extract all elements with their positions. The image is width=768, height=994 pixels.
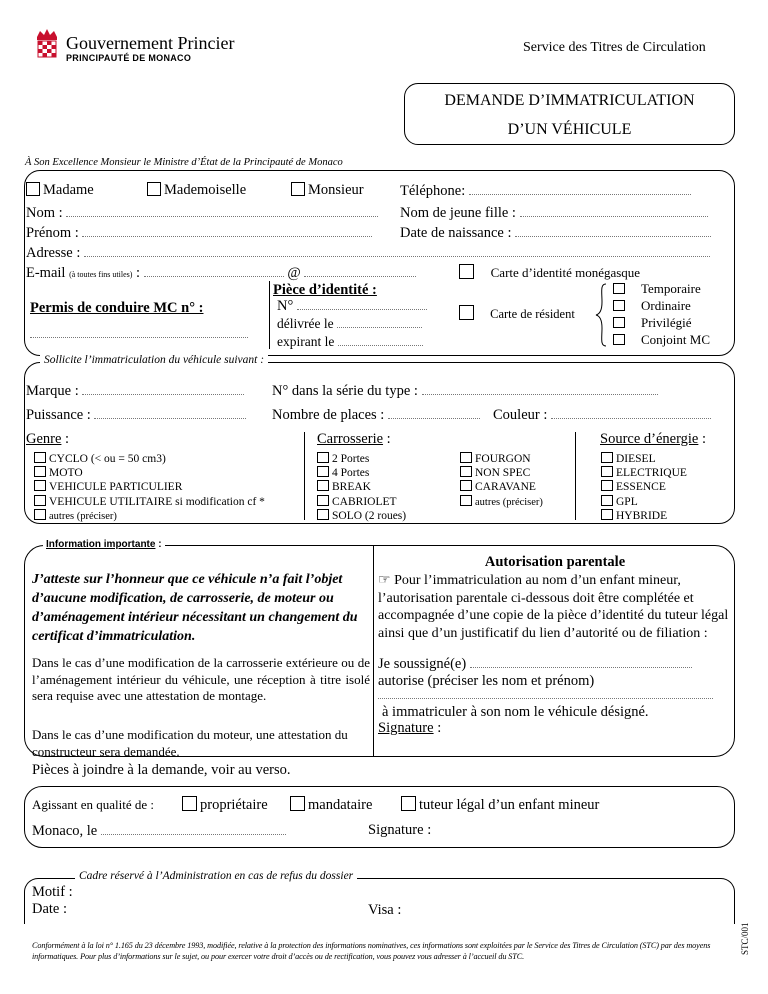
carrosserie-caravane: [460, 480, 543, 494]
info-legend-row: [43, 539, 165, 550]
adresse-row: [26, 244, 710, 262]
carte-monegasque-checkbox[interactable]: [459, 264, 474, 279]
4portes-checkbox[interactable]: [317, 466, 329, 477]
carte-resident-row: [459, 305, 575, 322]
proprietaire-option: [182, 796, 268, 814]
immatriculer-text: à immatriculer à son nom le véhicule désigné.: [382, 704, 649, 720]
genre-cyclo: [34, 452, 265, 466]
gpl-label: GPL: [616, 495, 638, 508]
admin-legend: Cadre réservé à l’Administration en cas de refus du dossier: [75, 870, 357, 882]
carrosserie-cabriolet: [317, 495, 406, 509]
motif-label: Motif :: [32, 884, 73, 900]
resident-type-ordinaire: [613, 297, 710, 314]
caravane-label: CARAVANE: [475, 481, 536, 494]
parental-title: Autorisation parentale: [484, 554, 626, 570]
vehicle-divider-left: [304, 432, 305, 520]
monsieur-checkbox[interactable]: [291, 182, 305, 196]
mandataire-label: mandataire: [308, 797, 373, 813]
break-label: BREAK: [332, 481, 371, 494]
places-field[interactable]: [388, 406, 480, 419]
piece-num-field[interactable]: [297, 297, 427, 310]
mademoiselle-label: Mademoiselle: [164, 182, 247, 198]
attest-text: J’atteste sur l’honneur que ce véhicule n’a fait l’objet d’aucune modification, de carrosserie, de moteur ou d’aménagement intérieur nécessitant un changement du certificat d’immatriculation.: [32, 572, 358, 644]
privilegie-label: Privilégié: [641, 315, 692, 330]
soussigne-field[interactable]: [470, 655, 692, 668]
nom-label: Nom :: [26, 205, 63, 221]
conjoint-checkbox[interactable]: [613, 334, 625, 345]
monsieur-label: Monsieur: [308, 182, 364, 198]
at-sign: @: [287, 265, 301, 281]
parental-signature-row: [378, 720, 441, 737]
carrosserie-4portes: [317, 466, 406, 480]
essence-label: ESSENCE: [616, 481, 666, 494]
nom-row: [26, 204, 378, 222]
telephone-row: [400, 182, 691, 200]
carrosserie-autres-checkbox[interactable]: [460, 495, 472, 506]
vehicle-legend: Sollicite l’immatriculation du véhicule suivant :: [40, 354, 268, 366]
puissance-row: [26, 406, 246, 424]
cyclo-checkbox[interactable]: [34, 452, 46, 463]
piece-identite-box: [269, 281, 270, 349]
diesel-label: DIESEL: [616, 453, 656, 465]
energie-diesel: [601, 452, 687, 466]
prenom-row: [26, 224, 372, 242]
carrosserie-list-a: [317, 452, 406, 523]
puissance-field[interactable]: [94, 406, 246, 419]
info-legend: Information importante: [46, 539, 156, 550]
serie-field[interactable]: [422, 382, 658, 395]
carrosserie-fourgon: [460, 452, 543, 466]
genre-title: Genre: [26, 431, 62, 447]
energie-list: [601, 452, 687, 523]
date-naissance-field[interactable]: [515, 224, 711, 237]
caravane-checkbox[interactable]: [460, 480, 472, 491]
cabriolet-checkbox[interactable]: [317, 495, 329, 506]
proprietaire-label: propriétaire: [200, 797, 268, 813]
soussigne-label: Je soussigné(e): [378, 656, 467, 672]
carrosserie-autres: [460, 495, 543, 510]
moto-checkbox[interactable]: [34, 466, 46, 477]
diesel-checkbox[interactable]: [601, 452, 613, 463]
telephone-label: Téléphone:: [400, 183, 466, 199]
resident-type-privilegie: [613, 314, 710, 331]
energie-essence: [601, 480, 687, 494]
carte-resident-label: Carte de résident: [490, 307, 575, 321]
couleur-row: [493, 406, 711, 424]
agissant-signature: Signature :: [368, 822, 432, 838]
conjoint-label: Conjoint MC: [641, 332, 710, 347]
cyclo-label: CYCLO (< ou = 50 cm3): [49, 453, 166, 465]
admin-date-label: Date :: [32, 901, 68, 917]
permis-field[interactable]: [30, 325, 248, 338]
genre-moto: [34, 466, 265, 480]
genre-autres-label: autres (préciser): [49, 510, 117, 522]
prenom-label: Prénom :: [26, 225, 79, 241]
carrosserie-autres-label: autres (préciser): [475, 496, 543, 508]
couleur-field[interactable]: [551, 406, 711, 419]
piece-num-label: N°: [277, 298, 294, 314]
resident-types: [613, 280, 710, 348]
gov-title: Gouvernement Princier: [66, 33, 235, 53]
carrosserie-2portes: [317, 452, 406, 466]
carrosserie-title: Carrosserie: [317, 431, 384, 447]
temporaire-label: Temporaire: [641, 281, 701, 296]
fourgon-label: FOURGON: [475, 453, 531, 465]
nom-jeune-fille-row: [400, 204, 708, 222]
carrosserie-text: Dans le cas d’une modification de la carrosserie extérieure ou de l’aménagement intérieur du véhicule, une réception à titre isolé sera requise avec une attestation de montage.: [32, 655, 370, 703]
resident-brace-icon: [594, 282, 608, 348]
electrique-checkbox[interactable]: [601, 466, 613, 477]
info-legend-colon: :: [158, 539, 162, 550]
tuteur-checkbox[interactable]: [401, 796, 416, 811]
email-label: E-mail: [26, 265, 66, 281]
pieces-text: Pièces à joindre à la demande, voir au verso.: [32, 762, 291, 778]
nom-jeune-fille-label: Nom de jeune fille :: [400, 205, 516, 221]
vehicle-divider-right: [575, 432, 576, 520]
energie-electrique: [601, 466, 687, 480]
madame-checkbox[interactable]: [26, 182, 40, 196]
privilegie-checkbox[interactable]: [613, 317, 625, 328]
madame-label: Madame: [43, 182, 94, 198]
genre-title-row: Genre :: [26, 431, 70, 447]
fourgon-checkbox[interactable]: [460, 452, 472, 463]
carte-resident-checkbox[interactable]: [459, 305, 474, 320]
piece-num-row: [277, 297, 427, 315]
adresse-field[interactable]: [84, 244, 710, 257]
energie-title: Source d’énergie: [600, 431, 699, 447]
delivree-label: délivrée le: [277, 316, 334, 331]
email-colon: :: [136, 265, 141, 281]
mandataire-option: [290, 796, 372, 814]
legal-notice: Conformément à la loi n° 1.165 du 23 décembre 1993, modifiée, relative à la protection des informations nominatives, ces informations sont exploitées par le Service des Titres de Circulation (STC) par des moyens informatiques. Pour plus d’informations sur le sujet, ou pour exercer votre droit d’accès ou de rectification, vous pouvez vous adresser à l’accueil du STC.: [32, 941, 711, 961]
ordinaire-label: Ordinaire: [641, 298, 691, 313]
places-label: Nombre de places :: [272, 407, 385, 423]
temporaire-checkbox[interactable]: [613, 283, 625, 294]
monaco-le-row: [32, 822, 286, 840]
piece-identite-title: Pièce d’identité :: [273, 282, 377, 298]
tuteur-option: [401, 796, 599, 814]
places-row: [272, 406, 480, 424]
permis-label: Permis de conduire MC n° :: [30, 300, 204, 316]
nonspec-checkbox[interactable]: [460, 466, 472, 477]
genre-autres: [34, 509, 265, 524]
resident-type-conjoint: [613, 331, 710, 348]
expirant-label: expirant le: [277, 334, 335, 349]
mademoiselle-checkbox[interactable]: [147, 182, 161, 196]
parental-text: Pour l’immatriculation au nom d’un enfant mineur, l’autorisation parentale ci-dessous doit être complétée et accompagnée d’une copie de la pièce d’identité du tuteur légal ainsi que d’un justificatif du lien d’autorité ou de filiation :: [378, 573, 729, 641]
info-divider: [373, 545, 374, 757]
expirant-row: [277, 333, 423, 350]
visa-label: Visa :: [368, 902, 402, 918]
delivree-field[interactable]: [337, 315, 422, 328]
telephone-field[interactable]: [469, 182, 691, 195]
carrosserie-break: [317, 480, 406, 494]
date-naissance-row: [400, 224, 711, 242]
2portes-checkbox[interactable]: [317, 452, 329, 463]
cabriolet-label: CABRIOLET: [332, 495, 397, 508]
serie-row: [272, 382, 658, 400]
genre-list: [34, 452, 265, 524]
utilitaire-checkbox[interactable]: [34, 495, 46, 506]
genre-autres-checkbox[interactable]: [34, 509, 46, 520]
solo-label: SOLO (2 roues): [332, 509, 407, 522]
email-note: (à toutes fins utiles): [69, 270, 133, 279]
form-code: STC/001: [740, 922, 750, 955]
civility-row: [26, 182, 94, 199]
monaco-le-label: Monaco, le: [32, 823, 98, 839]
soussigne-row: [378, 655, 692, 673]
expirant-field[interactable]: [338, 333, 423, 346]
title-line1: DEMANDE D’IMMATRICULATION: [444, 92, 695, 109]
nom-field[interactable]: [66, 204, 378, 217]
parental-signature-label: Signature: [378, 720, 434, 736]
crown-logo-icon: [33, 27, 61, 61]
email-user-field[interactable]: [144, 264, 284, 277]
2portes-label: 2 Portes: [332, 453, 370, 465]
4portes-label: 4 Portes: [332, 467, 370, 480]
essence-checkbox[interactable]: [601, 480, 613, 491]
email-row: [26, 264, 416, 282]
marque-row: [26, 382, 244, 400]
solo-checkbox[interactable]: [317, 509, 329, 520]
marque-field[interactable]: [82, 382, 244, 395]
carte-monegasque-label: Carte d’identité monégasque: [490, 265, 641, 280]
moto-label: MOTO: [49, 467, 83, 480]
energie-gpl: [601, 495, 687, 509]
adresse-label: Adresse :: [26, 245, 81, 261]
monaco-le-field[interactable]: [101, 822, 286, 835]
pointing-hand-icon: ☞: [378, 573, 391, 588]
gov-subtitle: PRINCIPAUTÉ DE MONACO: [66, 53, 192, 63]
date-naissance-label: Date de naissance :: [400, 225, 512, 241]
hybride-label: HYBRIDE: [616, 509, 668, 522]
couleur-label: Couleur :: [493, 407, 548, 423]
addressee: À Son Excellence Monsieur le Ministre d’État de la Principauté de Monaco: [25, 157, 343, 168]
agissant-row: [32, 797, 154, 813]
resident-type-temporaire: [613, 280, 710, 297]
mandataire-checkbox[interactable]: [290, 796, 305, 811]
delivree-row: [277, 315, 422, 332]
tuteur-label: tuteur légal d’un enfant mineur: [419, 797, 600, 813]
utilitaire-label: VEHICULE UTILITAIRE si modification cf *: [49, 495, 265, 508]
prenom-field[interactable]: [82, 224, 372, 237]
parental-signature-colon: :: [437, 720, 442, 736]
carrosserie-solo: [317, 509, 406, 523]
genre-utilitaire: [34, 495, 265, 509]
autorise-field[interactable]: [378, 690, 713, 699]
service-name: Service des Titres de Circulation: [523, 40, 706, 55]
marque-label: Marque :: [26, 383, 79, 399]
agissant-label: Agissant en qualité de :: [32, 797, 155, 812]
particulier-label: VEHICULE PARTICULIER: [49, 481, 183, 494]
title-line2: D’UN VÉHICULE: [507, 121, 632, 138]
energie-hybride: [601, 509, 687, 523]
proprietaire-checkbox[interactable]: [182, 796, 197, 811]
puissance-label: Puissance :: [26, 407, 91, 423]
monsieur-row: [291, 182, 364, 199]
carrosserie-nonspec: [460, 466, 543, 480]
electrique-label: ELECTRIQUE: [616, 467, 687, 480]
moteur-text: Dans le cas d’une modification du moteur, une attestation du constructeur sera demandée.: [32, 727, 348, 759]
particulier-checkbox[interactable]: [34, 480, 46, 491]
break-checkbox[interactable]: [317, 480, 329, 491]
gpl-checkbox[interactable]: [601, 495, 613, 506]
mademoiselle-row: [147, 182, 246, 199]
hybride-checkbox[interactable]: [601, 509, 613, 520]
serie-label: N° dans la série du type :: [272, 383, 418, 399]
nom-jeune-fille-field[interactable]: [520, 204, 708, 217]
email-domain-field[interactable]: [304, 264, 416, 277]
carrosserie-list-b: [460, 452, 543, 510]
parental-text-block: [378, 572, 730, 642]
autorise-label: autorise (préciser les nom et prénom): [378, 673, 595, 689]
ordinaire-checkbox[interactable]: [613, 300, 625, 311]
nonspec-label: NON SPEC: [475, 467, 531, 480]
genre-particulier: [34, 480, 265, 494]
carrosserie-title-row: Carrosserie :: [317, 431, 391, 447]
energie-title-row: Source d’énergie :: [600, 431, 707, 447]
